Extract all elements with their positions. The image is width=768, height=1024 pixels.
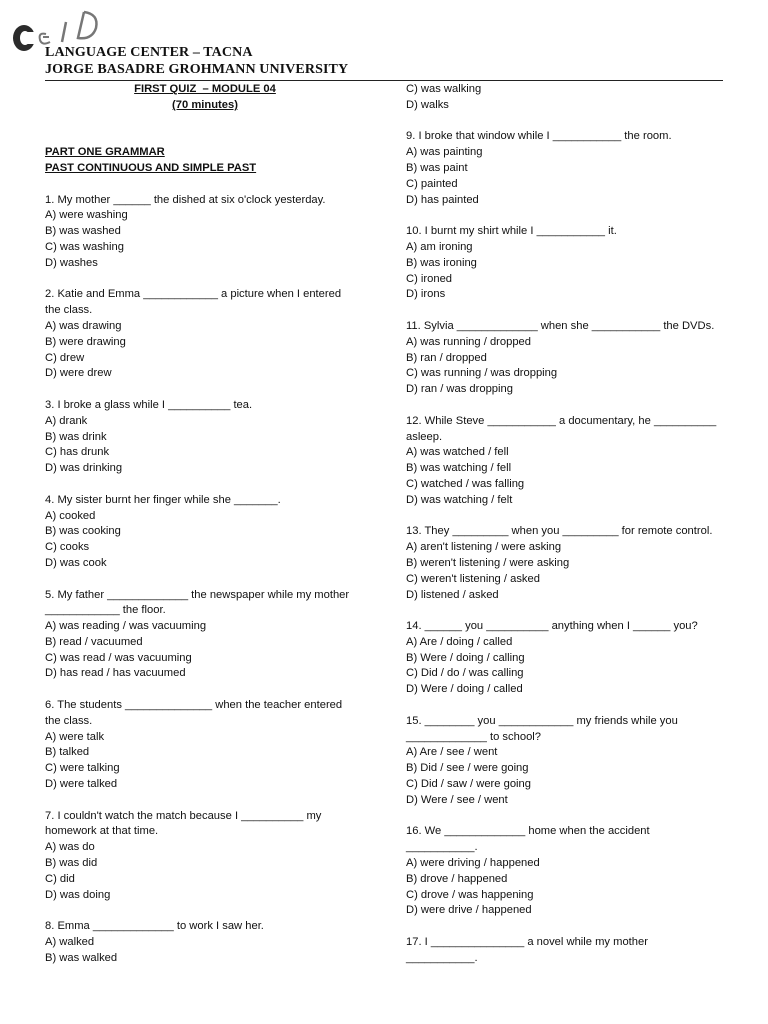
answer-option: A) am ironing bbox=[406, 240, 473, 253]
answer-option: C) cooks bbox=[45, 541, 90, 554]
answer-option: D) Were / see / went bbox=[406, 793, 508, 806]
answer-option: A) aren't listening / were asking bbox=[406, 541, 562, 554]
answer-option: A) was watched / fell bbox=[406, 446, 509, 459]
spacer bbox=[406, 303, 736, 319]
part-heading: PART ONE GRAMMAR bbox=[45, 146, 165, 159]
answer-option: D) washes bbox=[45, 256, 98, 269]
spacer bbox=[45, 793, 385, 809]
question-line: ___________. bbox=[406, 841, 478, 854]
spacer bbox=[406, 114, 736, 130]
question-line: 4. My sister burnt her finger while she _______. bbox=[45, 493, 281, 506]
question-line: homework at that time. bbox=[45, 825, 159, 838]
answer-option: B) Did / see / were going bbox=[406, 762, 529, 775]
answer-option: D) was watching / felt bbox=[406, 493, 513, 506]
answer-option: B) was ironing bbox=[406, 256, 477, 269]
question-line: 13. They _________ when you _________ for remote control. bbox=[406, 525, 713, 538]
spacer bbox=[406, 603, 736, 619]
answer-option: A) was do bbox=[45, 841, 95, 854]
question-line: 14. ______ you __________ anything when I ______ you? bbox=[406, 620, 698, 633]
answer-option: A) Are / doing / called bbox=[406, 635, 513, 648]
left-questions bbox=[45, 193, 385, 967]
quiz-title: FIRST QUIZ – MODULE 04 bbox=[134, 83, 276, 95]
answer-option: B) drove / happened bbox=[406, 872, 508, 885]
spacer bbox=[45, 572, 385, 588]
question-line: 3. I broke a glass while I __________ tea. bbox=[45, 398, 253, 411]
answer-option: A) was painting bbox=[406, 146, 483, 159]
answer-option: B) was watching / fell bbox=[406, 462, 512, 475]
answer-option: B) read / vacuumed bbox=[45, 635, 143, 648]
answer-option: C) drew bbox=[45, 351, 85, 364]
question-line: ___________. bbox=[406, 951, 478, 964]
answer-option: B) was cooking bbox=[45, 525, 121, 538]
answer-option: D) listened / asked bbox=[406, 588, 499, 601]
question-line: the class. bbox=[45, 304, 93, 317]
question-line: the class. bbox=[45, 714, 93, 727]
question-line: 6. The students ______________ when the teacher entered bbox=[45, 699, 343, 712]
answer-option: D) were drew bbox=[45, 367, 112, 380]
answer-option: C) was walking bbox=[406, 83, 482, 95]
answer-option: C) watched / was falling bbox=[406, 477, 525, 490]
left-column bbox=[45, 82, 385, 967]
answer-option: D) has read / has vacuumed bbox=[45, 667, 186, 680]
question-line: _____________ to school? bbox=[406, 730, 541, 743]
spacer bbox=[406, 698, 736, 714]
answer-option: C) Did / do / was calling bbox=[406, 667, 524, 680]
answer-option: D) were talked bbox=[45, 778, 118, 791]
answer-option: A) walked bbox=[45, 936, 95, 949]
answer-option: A) were driving / happened bbox=[406, 857, 540, 870]
question-line: 1. My mother ______ the dished at six o'clock yesterday. bbox=[45, 193, 326, 206]
answer-option: A) cooked bbox=[45, 509, 96, 522]
answer-option: C) was running / was dropping bbox=[406, 367, 558, 380]
topic-heading: PAST CONTINUOUS AND SIMPLE PAST bbox=[45, 161, 257, 174]
answer-option: D) irons bbox=[406, 288, 446, 301]
spacer bbox=[45, 903, 385, 919]
answer-option: D) Were / doing / called bbox=[406, 683, 523, 696]
answer-option: B) were drawing bbox=[45, 335, 126, 348]
spacer bbox=[45, 382, 385, 398]
answer-option: A) were talk bbox=[45, 730, 105, 743]
question-line: 17. I _______________ a novel while my mother bbox=[406, 936, 648, 949]
answer-option: D) walks bbox=[406, 98, 449, 111]
answer-option: B) was did bbox=[45, 857, 98, 870]
answer-option: A) was running / dropped bbox=[406, 335, 532, 348]
answer-option: B) ran / dropped bbox=[406, 351, 487, 364]
answer-option: C) was washing bbox=[45, 240, 124, 253]
answer-option: C) drove / was happening bbox=[406, 888, 534, 901]
question-line: 2. Katie and Emma ____________ a picture when I entered bbox=[45, 288, 342, 301]
question-line: asleep. bbox=[406, 430, 443, 443]
quiz-duration: (70 minutes) bbox=[172, 98, 238, 111]
answer-option: C) was read / was vacuuming bbox=[45, 651, 192, 664]
spacer bbox=[406, 809, 736, 825]
question-line: 15. ________ you ____________ my friends while you bbox=[406, 714, 678, 727]
answer-option: C) did bbox=[45, 872, 75, 885]
answer-option: D) were drive / happened bbox=[406, 904, 532, 917]
answer-option: B) was drink bbox=[45, 430, 107, 443]
question-line: 8. Emma _____________ to work I saw her. bbox=[45, 920, 264, 933]
header-divider bbox=[45, 80, 723, 81]
answer-option: D) was doing bbox=[45, 888, 111, 901]
question-line: 12. While Steve ___________ a documentary, he __________ bbox=[406, 414, 717, 427]
answer-option: C) weren't listening / asked bbox=[406, 572, 540, 585]
answer-option: B) Were / doing / calling bbox=[406, 651, 525, 664]
question-line: 5. My father _____________ the newspaper while my mother bbox=[45, 588, 350, 601]
answer-option: B) was washed bbox=[45, 225, 121, 238]
answer-option: A) were washing bbox=[45, 209, 128, 222]
question-line: 7. I couldn't watch the match because I __________ my bbox=[45, 809, 322, 822]
question-line: 9. I broke that window while I ___________ the room. bbox=[406, 130, 672, 143]
answer-option: D) has painted bbox=[406, 193, 479, 206]
answer-option: A) was drawing bbox=[45, 319, 122, 332]
answer-option: A) Are / see / went bbox=[406, 746, 498, 759]
answer-option: A) was reading / was vacuuming bbox=[45, 620, 207, 633]
answer-option: B) weren't listening / were asking bbox=[406, 556, 570, 569]
spacer bbox=[406, 208, 736, 224]
answer-option: C) were talking bbox=[45, 762, 120, 775]
spacer bbox=[406, 398, 736, 414]
answer-option: A) drank bbox=[45, 414, 88, 427]
spacer bbox=[45, 682, 385, 698]
answer-option: B) was walked bbox=[45, 951, 118, 964]
spacer bbox=[45, 477, 385, 493]
right-questions bbox=[406, 82, 736, 967]
answer-option: B) talked bbox=[45, 746, 90, 759]
right-column bbox=[406, 82, 736, 967]
answer-option: C) Did / saw / were going bbox=[406, 778, 531, 791]
spacer bbox=[45, 272, 385, 288]
question-line: 11. Sylvia _____________ when she ___________ the DVDs. bbox=[406, 319, 715, 332]
question-line: ____________ the floor. bbox=[45, 604, 166, 617]
answer-option: C) painted bbox=[406, 177, 458, 190]
spacer bbox=[406, 509, 736, 525]
institution-name: LANGUAGE CENTER – TACNA bbox=[45, 45, 253, 60]
question-line: 10. I burnt my shirt while I ___________ it. bbox=[406, 225, 617, 238]
answer-option: C) ironed bbox=[406, 272, 453, 285]
answer-option: B) was paint bbox=[406, 161, 468, 174]
answer-option: D) was drinking bbox=[45, 462, 123, 475]
spacer bbox=[406, 919, 736, 935]
answer-option: D) ran / was dropping bbox=[406, 383, 513, 396]
answer-option: D) was cook bbox=[45, 556, 107, 569]
answer-option: C) has drunk bbox=[45, 446, 110, 459]
university-name: JORGE BASADRE GROHMANN UNIVERSITY bbox=[45, 62, 349, 77]
question-line: 16. We _____________ home when the accident bbox=[406, 825, 650, 838]
